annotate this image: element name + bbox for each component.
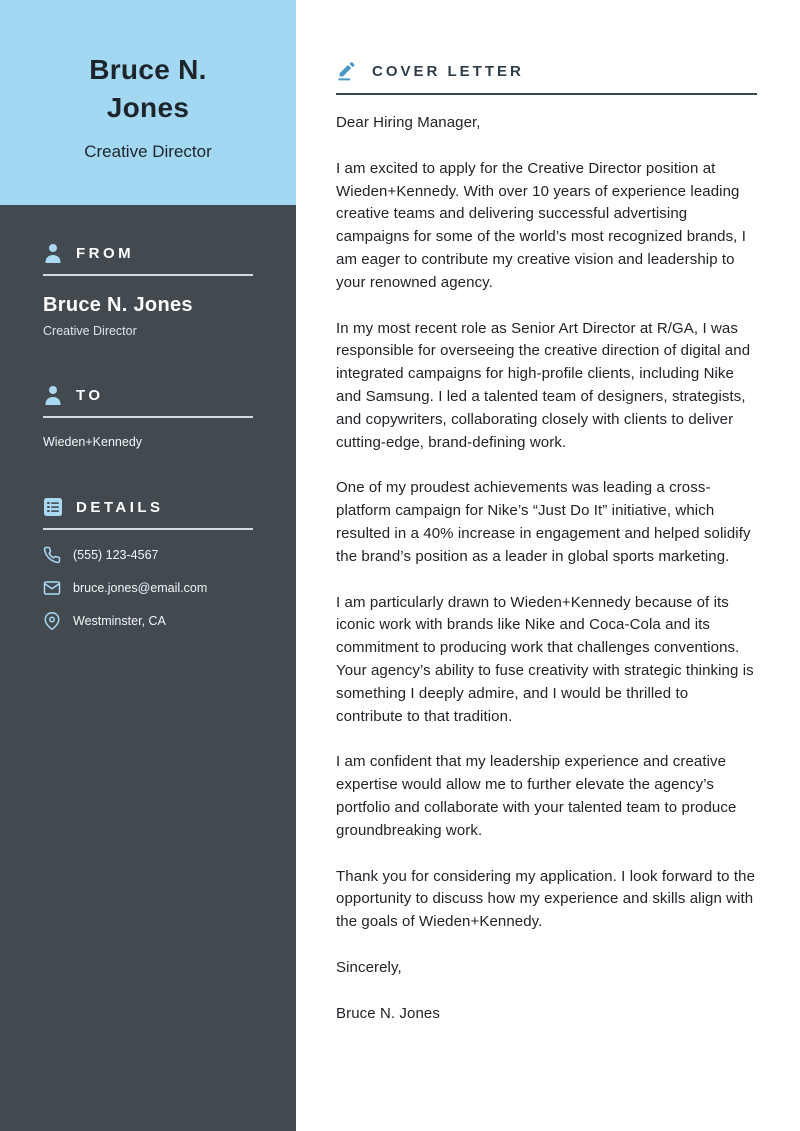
person-icon <box>43 384 63 406</box>
paragraph-5: I am confident that my leadership experience and creative expertise would allow me to further elevate the agency’s portfolio and collaborate with your talented team to produce groundbreaking work. <box>336 753 737 839</box>
from-name: Bruce N. Jones <box>43 294 193 316</box>
to-divider <box>43 416 253 418</box>
closing: Sincerely, <box>336 958 402 976</box>
details-heading: DETAILS <box>76 498 164 516</box>
letter-body <box>336 112 757 1026</box>
paragraph-4: I am particularly drawn to Wieden+Kennedy because of its iconic work with brands like Nike and Coca-Cola and its commitment to producing work that challenges conventions. Your agency’s ability to fuse creativity with strategic thinking is something I deeply admire, and I would be thrilled to contribute to that tradition. <box>336 593 754 725</box>
envelope-icon <box>43 579 61 597</box>
paragraph-2: In my most recent role as Senior Art Director at R/GA, I was responsible for overseeing the creative direction of digital and integrated campaigns for high-profile clients, including Nike and Samsung. I led a talented team of designers, strategists, and copywriters, collaborating closely with clients to deliver cutting-edge, brand-defining work. <box>336 319 751 451</box>
details-divider <box>43 528 253 530</box>
details-heading-row <box>43 496 253 518</box>
name-header <box>0 0 296 205</box>
letter-heading-divider <box>336 93 757 95</box>
from-heading-row <box>43 242 253 264</box>
from-section <box>0 242 296 338</box>
to-company: Wieden+Kennedy <box>43 435 143 449</box>
letter-heading-row <box>336 60 757 82</box>
map-pin-icon <box>43 612 61 630</box>
email-value: bruce.jones@email.com <box>73 581 208 595</box>
signature: Bruce N. Jones <box>336 1004 440 1022</box>
phone-value: (555) 123-4567 <box>73 548 159 562</box>
letter-main <box>296 0 800 1131</box>
details-list <box>43 546 253 630</box>
location-row <box>43 612 253 630</box>
greeting: Dear Hiring Manager, <box>336 114 481 131</box>
sidebar <box>0 0 296 1131</box>
paragraph-3: One of my proudest achievements was leading a cross-platform campaign for Nike’s “Just Do It” initiative, which resulted in a 40% increase in engagement and helped solidify the brand’s position as a leader in global sports marketing. <box>336 479 751 565</box>
to-section <box>0 384 296 449</box>
location-value: Westminster, CA <box>73 614 166 628</box>
from-divider <box>43 274 253 276</box>
from-heading: FROM <box>76 244 135 262</box>
person-icon <box>43 242 63 264</box>
person-job-title: Creative Director <box>84 141 212 161</box>
email-row <box>43 579 253 597</box>
details-section <box>0 496 296 630</box>
paragraph-1: I am excited to apply for the Creative Director position at Wieden+Kennedy. With over 10 years of experience leading creative teams and delivering successful advertising campaigns for some of the world’s most recognized brands, I am eager to contribute my creative vision and leadership to your renowned agency. <box>336 159 746 291</box>
person-name: Bruce N. Jones <box>89 54 207 123</box>
letter-heading: COVER LETTER <box>372 62 524 80</box>
pencil-icon <box>336 60 358 82</box>
paragraph-6: Thank you for considering my application. I look forward to the opportunity to discuss how my experience and skills align with the goals of Wieden+Kennedy. <box>336 867 756 931</box>
phone-icon <box>43 546 61 564</box>
list-icon <box>43 496 63 518</box>
from-title: Creative Director <box>43 324 137 338</box>
phone-row <box>43 546 253 564</box>
to-heading-row <box>43 384 253 406</box>
to-heading: TO <box>76 386 104 404</box>
